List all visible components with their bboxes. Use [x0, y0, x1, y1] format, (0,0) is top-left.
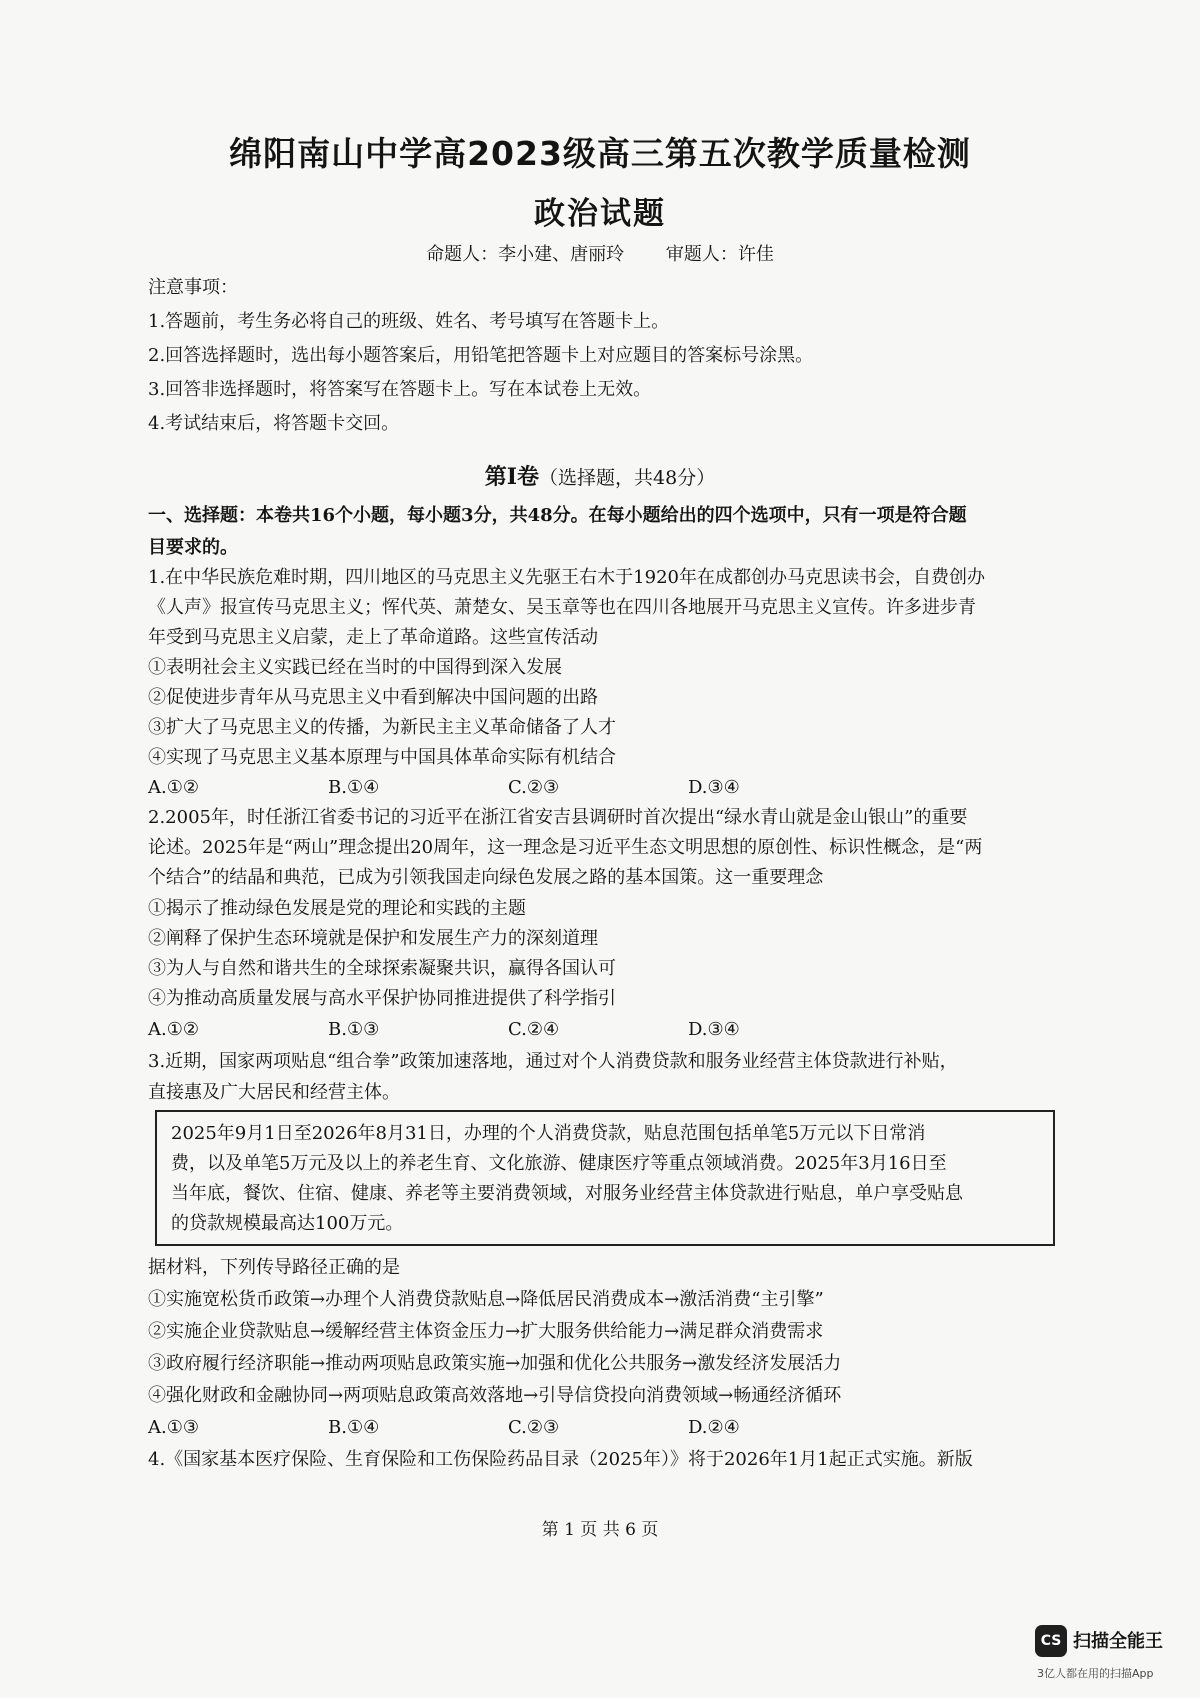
question-3-text: 直接惠及广大居民和经营主体。 — [148, 1082, 400, 1103]
section-subtitle: （选择题，共48分） — [539, 467, 716, 489]
option-d: D.③④ — [688, 1019, 740, 1040]
section-title — [0, 460, 1200, 491]
page-footer: 第 1 页 共 6 页 — [541, 1520, 659, 1540]
question-2-text: 2.2005年，时任浙江省委书记的习近平在浙江省安吉县调研时首次提出“绿水青山就是金山银山”的重要 — [148, 807, 968, 828]
question-1-statement: ④实现了马克思主义基本原理与中国具体革命实际有机结合 — [148, 747, 616, 768]
question-1-text: 《人声》报宣传马克思主义；恽代英、萧楚女、吴玉章等也在四川各地展开马克思主义宣传。许多进步青 — [148, 597, 976, 618]
question-3-statement: ③政府履行经济职能→推动两项贴息政策实施→加强和优化公共服务→激发经济发展活力 — [148, 1353, 842, 1374]
question-3-prompt: 据材料，下列传导路径正确的是 — [148, 1257, 400, 1278]
question-1-text: 1.在中华民族危难时期，四川地区的马克思主义先驱王右木于1920年在成都创办马克思读书会，自费创办 — [148, 567, 985, 588]
option-c: C.②③ — [508, 1417, 560, 1438]
question-2-text: 个结合”的结晶和典范，已成为引领我国走向绿色发展之路的基本国策。这一重要理念 — [148, 867, 824, 888]
material-box — [155, 1110, 1055, 1246]
question-3-statement: ④强化财政和金融协同→两项贴息政策高效落地→引导信贷投向消费领域→畅通经济循环 — [148, 1385, 842, 1406]
option-d: D.③④ — [688, 777, 740, 798]
option-c: C.②④ — [508, 1019, 560, 1040]
option-b: B.①④ — [328, 1417, 380, 1438]
question-3-statement: ①实施宽松货币政策→办理个人消费贷款贴息→降低居民消费成本→激活消费“主引擎” — [148, 1289, 824, 1310]
question-4-text: 4.《国家基本医疗保险、生育保险和工伤保险药品目录（2025年）》将于2026年1月1起正式实施。新版 — [148, 1449, 973, 1470]
notice-item: 1.答题前，考生务必将自己的班级、姓名、考号填写在答题卡上。 — [148, 311, 670, 332]
question-3-options — [148, 1416, 868, 1440]
question-1-statement: ②促使进步青年从马克思主义中看到解决中国问题的出路 — [148, 687, 598, 708]
question-2-statement: ②阐释了保护生态环境就是保护和发展生产力的深刻道理 — [148, 928, 598, 949]
option-a: A.①② — [148, 777, 199, 798]
camscanner-logo-icon: CS — [1035, 1625, 1067, 1657]
question-2-statement: ④为推动高质量发展与高水平保护协同推进提供了科学指引 — [148, 988, 616, 1009]
notice-item: 2.回答选择题时，选出每小题答案后，用铅笔把答题卡上对应题目的答案标号涂黑。 — [148, 345, 814, 366]
question-3-statement: ②实施企业贷款贴息→缓解经营主体资金压力→扩大服务供给能力→满足群众消费需求 — [148, 1321, 824, 1342]
exam-subtitle: 政治试题 — [534, 196, 666, 232]
section-name: 第Ⅰ卷 — [484, 464, 540, 490]
watermark-name: 扫描全能王 — [1073, 1631, 1163, 1652]
option-b: B.①④ — [328, 777, 380, 798]
material-line: 2025年9月1日至2026年8月31日，办理的个人消费贷款，贴息范围包括单笔5万元以下日常消 — [171, 1123, 926, 1144]
authors-line — [0, 240, 1200, 266]
option-c: C.②③ — [508, 777, 560, 798]
notice-item: 3.回答非选择题时，将答案写在答题卡上。写在本试卷上无效。 — [148, 379, 652, 400]
question-3-text: 3.近期，国家两项贴息“组合拳”政策加速落地，通过对个人消费贷款和服务业经营主体贷款进行补贴， — [148, 1051, 958, 1072]
scanner-watermark — [1035, 1625, 1185, 1685]
section-instruction: 目要求的。 — [148, 537, 238, 558]
material-line: 的贷款规模最高达100万元。 — [171, 1213, 404, 1234]
material-line: 费，以及单笔5万元及以上的养老生育、文化旅游、健康医疗等重点领域消费。2025年3月16日至 — [171, 1153, 947, 1174]
question-1-options — [148, 776, 868, 800]
question-2-options — [148, 1018, 868, 1042]
option-a: A.①③ — [148, 1417, 199, 1438]
question-2-statement: ③为人与自然和谐共生的全球探索凝聚共识，赢得各国认可 — [148, 958, 616, 979]
notice-item: 4.考试结束后，将答题卡交回。 — [148, 413, 400, 434]
section-instruction: 一、选择题：本卷共16个小题，每小题3分，共48分。在每小题给出的四个选项中，只有一项是符合题 — [148, 505, 967, 526]
question-1-text: 年受到马克思主义启蒙，走上了革命道路。这些宣传活动 — [148, 627, 598, 648]
watermark-tagline: 3亿人都在用的扫描App — [1037, 1667, 1154, 1680]
question-1-statement: ③扩大了马克思主义的传播，为新民主主义革命储备了人才 — [148, 717, 616, 738]
option-b: B.①③ — [328, 1019, 380, 1040]
notice-heading: 注意事项： — [148, 277, 238, 298]
question-1-statement: ①表明社会主义实践已经在当时的中国得到深入发展 — [148, 657, 562, 678]
setters: 命题人：李小建、唐丽玲 — [426, 244, 625, 265]
reviewer: 审题人：许佳 — [665, 244, 774, 265]
question-2-statement: ①揭示了推动绿色发展是党的理论和实践的主题 — [148, 898, 526, 919]
option-a: A.①② — [148, 1019, 199, 1040]
exam-title: 绵阳南山中学高2023级高三第五次教学质量检测 — [229, 134, 971, 173]
material-line: 当年底，餐饮、住宿、健康、养老等主要消费领域，对服务业经营主体贷款进行贴息，单户享受贴息 — [171, 1183, 963, 1204]
question-2-text: 论述。2025年是“两山”理念提出20周年，这一理念是习近平生态文明思想的原创性、标识性概念，是“两 — [148, 837, 983, 858]
option-d: D.②④ — [688, 1417, 740, 1438]
